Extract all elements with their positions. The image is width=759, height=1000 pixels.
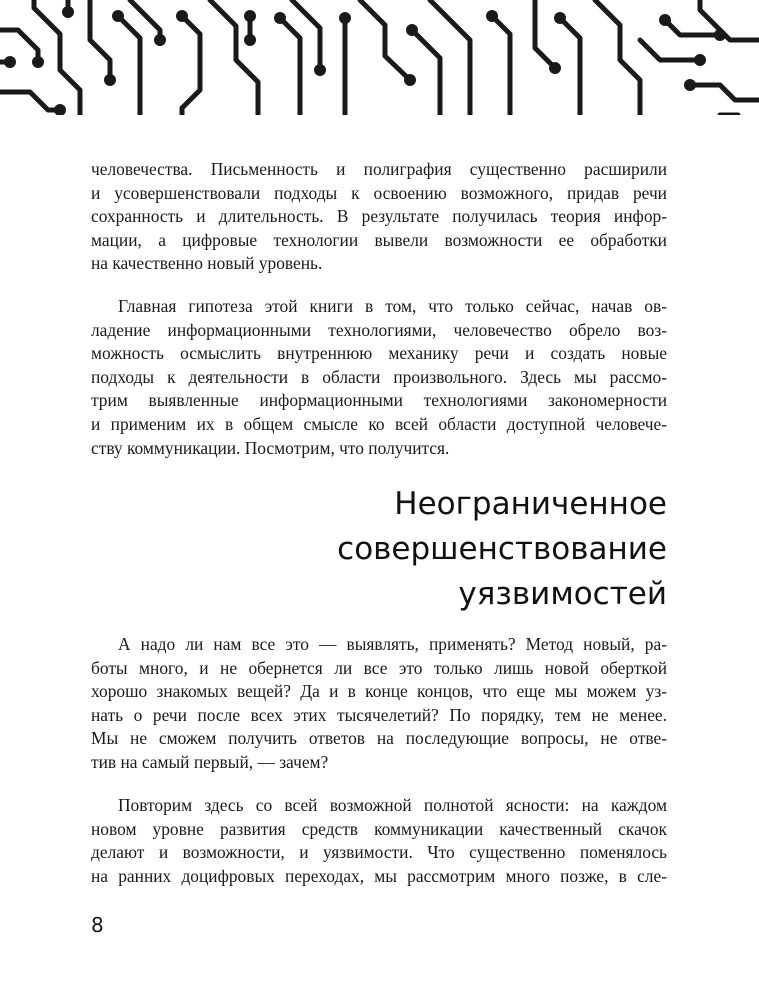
text-line: трим выявленные информационными технологиями закономерности [91,390,667,411]
text-line: Повторим здесь со всей возможной полнотой ясности: на каждом [118,795,667,815]
text-line: Главная гипотеза этой книги в том, что только сейчас, начав ов- [118,296,667,316]
heading-line: Неограниченное [394,486,667,522]
text-line: хорошо знакомых вещей? Да и в конце концов, что еще мы можем уз- [91,681,667,702]
text-line: делают и возможности, и уязвимости. Что существенно поменялось [91,842,667,863]
page-number: 8 [91,913,104,937]
text-line: мации, а цифровые технологии вывели возможности ее обработки [91,229,667,250]
heading-line: совершенствование [337,531,667,567]
paragraph-2 [91,295,667,460]
text-line: А надо ли нам все это — выявлять, применять? Метод новый, ра- [118,634,667,654]
text-line: на ранних доцифровых переходах, мы рассмотрим много позже, в сле- [91,865,667,886]
heading-line: уязвимостей [458,576,667,612]
paragraph-1 [91,158,667,276]
text-line: можность осмыслить внутреннюю механику речи и создать новые [91,343,667,364]
text-line: боты много, и не обернется ли все это только лишь новой оберткой [91,657,667,678]
paragraph-4 [91,794,667,888]
text-line: сохранность и длительность. В результате получилась теория инфор- [91,206,667,227]
paragraph-3 [91,633,667,775]
text-line: ладение информационными технологиями, человечество обрело воз- [91,319,667,340]
text-line: и усовершенствовали подходы к освоению возможного, придав речи [91,182,667,203]
text-line: человечества. Письменность и полиграфия существенно расширили [91,159,667,179]
text-line: ству коммуникации. Посмотрим, что получится. [91,437,450,458]
text-line: Мы не сможем получить ответов на последующие вопросы, не отве- [91,728,667,749]
section-heading [91,482,667,617]
text-line: новом уровне развития средств коммуникации качественный скачок [91,818,667,839]
text-line: тив на самый первый, — зачем? [91,751,329,772]
circuit-board-decoration [0,0,759,115]
text-line: и применим их в общем смысле ко всей области доступной человече- [91,413,667,434]
text-line: подходы к деятельности в области произвольного. Здесь мы рассмо- [91,366,667,387]
text-line: нать о речи после всех этих тысячелетий? По порядку, тем не менее. [91,704,667,725]
text-line: на качественно новый уровень. [91,253,323,274]
